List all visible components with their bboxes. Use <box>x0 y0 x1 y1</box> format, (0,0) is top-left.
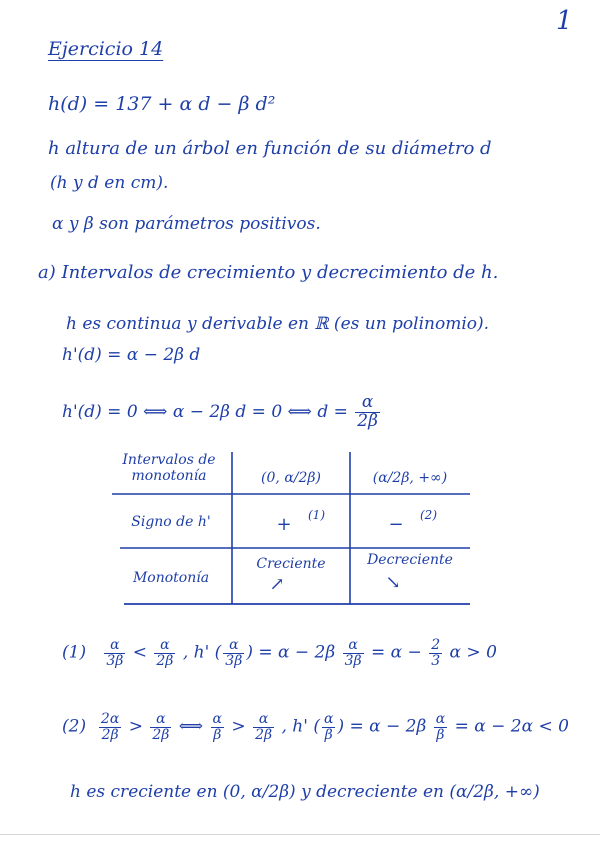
table-header-monotony: Monotonía <box>132 570 210 586</box>
eq2-f5n: α <box>323 711 334 727</box>
eq2-gt: > <box>128 716 143 737</box>
eq1-label: (1) <box>62 642 87 663</box>
eq2-frac-1 <box>99 712 121 742</box>
table-header-intervals: Intervalos de monotonía <box>122 452 216 484</box>
units-line: (h y d en cm). <box>50 173 169 193</box>
eq1-f2n: α <box>154 638 175 654</box>
eq2-frac-4 <box>253 712 274 742</box>
arrow-up-icon: ↗ <box>269 574 285 595</box>
eq2-f6n: α <box>435 711 446 727</box>
eq1-end: α > 0 <box>449 642 497 663</box>
function-definition: h(d) = 137 + α d − β d² <box>48 93 276 115</box>
eq2-f1d: 2β <box>101 726 119 743</box>
eq2-label: (2) <box>62 716 87 737</box>
table-sign-1: + <box>276 514 292 535</box>
eq1-frac-2 <box>154 638 175 668</box>
exercise-title: Ejercicio 14 <box>48 38 164 60</box>
eq2-gt2: > <box>231 716 246 737</box>
eq1-f5n: 2 <box>431 637 441 653</box>
critical-num: α <box>355 394 380 413</box>
eq1-h: , h' <box>182 642 210 663</box>
parameters-line: α y β son parámetros positivos. <box>52 214 321 234</box>
eq1-f5d: 3 <box>431 652 441 669</box>
justification-2: (2) $\frac{2\alpha}{2\beta}$ > $\frac{\alpha}{2\beta}$ ⟺ $\frac{\alpha}{\beta}$ > $\frac{\alpha}{2\beta}$ , h' ( $\frac{\alpha}{\beta}$ ) = α − 2β $\frac{\alpha}{\beta}$ = α − 2α < 0 <box>62 711 569 743</box>
eq1-f3d: 3β <box>225 652 243 669</box>
justification-1: (1) $\frac{\alpha}{3\beta}$ < $\frac{\alpha}{2\beta}$ , h' ( $\frac{\alpha}{3\beta}$ ) = α − 2β $\frac{\alpha}{3\beta}$ = α − $\frac{2}{3}$ α > 0 <box>62 637 497 669</box>
eq1-frac-4 <box>343 638 364 668</box>
table-mono-1: Creciente <box>256 556 326 572</box>
eq2-h: , h' <box>281 716 308 737</box>
eq2-f3d: β <box>213 726 222 743</box>
eq1-f3n: α <box>223 638 244 654</box>
eq1-mid: = α − 2β <box>258 642 336 663</box>
critical-den: 2β <box>357 410 378 431</box>
arrow-down-icon: ↘ <box>385 572 401 593</box>
eq2-iff: ⟺ <box>178 716 204 737</box>
table-interval-1: (0, α/2β) <box>261 470 321 486</box>
eq1-lt: < <box>132 642 147 663</box>
eq2-f3n: α <box>212 711 223 727</box>
eq1-frac-5 <box>429 638 442 668</box>
eq1-f4n: α <box>343 638 364 654</box>
eq2-f2d: 2β <box>152 726 170 743</box>
derivative-line: h'(d) = α − 2β d <box>62 345 201 365</box>
eq2-f4d: 2β <box>255 726 273 743</box>
eq2-f2n: α <box>150 712 171 728</box>
eq2-f4n: α <box>253 712 274 728</box>
table-mark-1: (1) <box>308 508 325 522</box>
description-line: h altura de un árbol en función de su diámetro d <box>48 138 492 159</box>
table-mono-2: Decreciente <box>367 552 453 568</box>
table-sign-2: − <box>388 514 404 535</box>
eq1-f4d: 3β <box>344 652 362 669</box>
continuity-line: h es continua y derivable en ℝ (es un polinomio). <box>66 314 490 334</box>
eq1-f1n: α <box>104 638 125 654</box>
eq2-frac-5 <box>322 712 335 742</box>
conclusion-line: h es creciente en (0, α/2β) y decreciente en (α/2β, +∞) <box>70 782 540 802</box>
eq1-f2d: 2β <box>156 652 174 669</box>
eq2-f6d: β <box>436 726 445 743</box>
section-a-heading: a) Intervalos de crecimiento y decrecimiento de h. <box>38 262 499 283</box>
eq2-frac-3 <box>211 712 224 742</box>
bottom-divider <box>0 834 600 835</box>
critical-lhs: h'(d) = 0 ⟺ α − 2β d = 0 ⟺ d = <box>62 401 348 422</box>
eq1-frac-1 <box>104 638 125 668</box>
eq2-end: = α − 2α < 0 <box>454 716 569 737</box>
eq1-mid2: = α − <box>371 642 422 663</box>
eq2-frac-6 <box>434 712 447 742</box>
page-number: 1 <box>556 6 573 36</box>
eq2-frac-2 <box>150 712 171 742</box>
eq1-f1d: 3β <box>106 652 124 669</box>
eq1-frac-3 <box>223 638 244 668</box>
table-header-sign: Signo de h' <box>131 514 211 530</box>
eq2-f1n: 2α <box>100 711 120 727</box>
table-interval-2: (α/2β, +∞) <box>372 470 448 486</box>
eq2-f5d: β <box>324 726 333 743</box>
eq2-mid: = α − 2β <box>349 716 427 737</box>
table-mark-2: (2) <box>420 508 437 522</box>
